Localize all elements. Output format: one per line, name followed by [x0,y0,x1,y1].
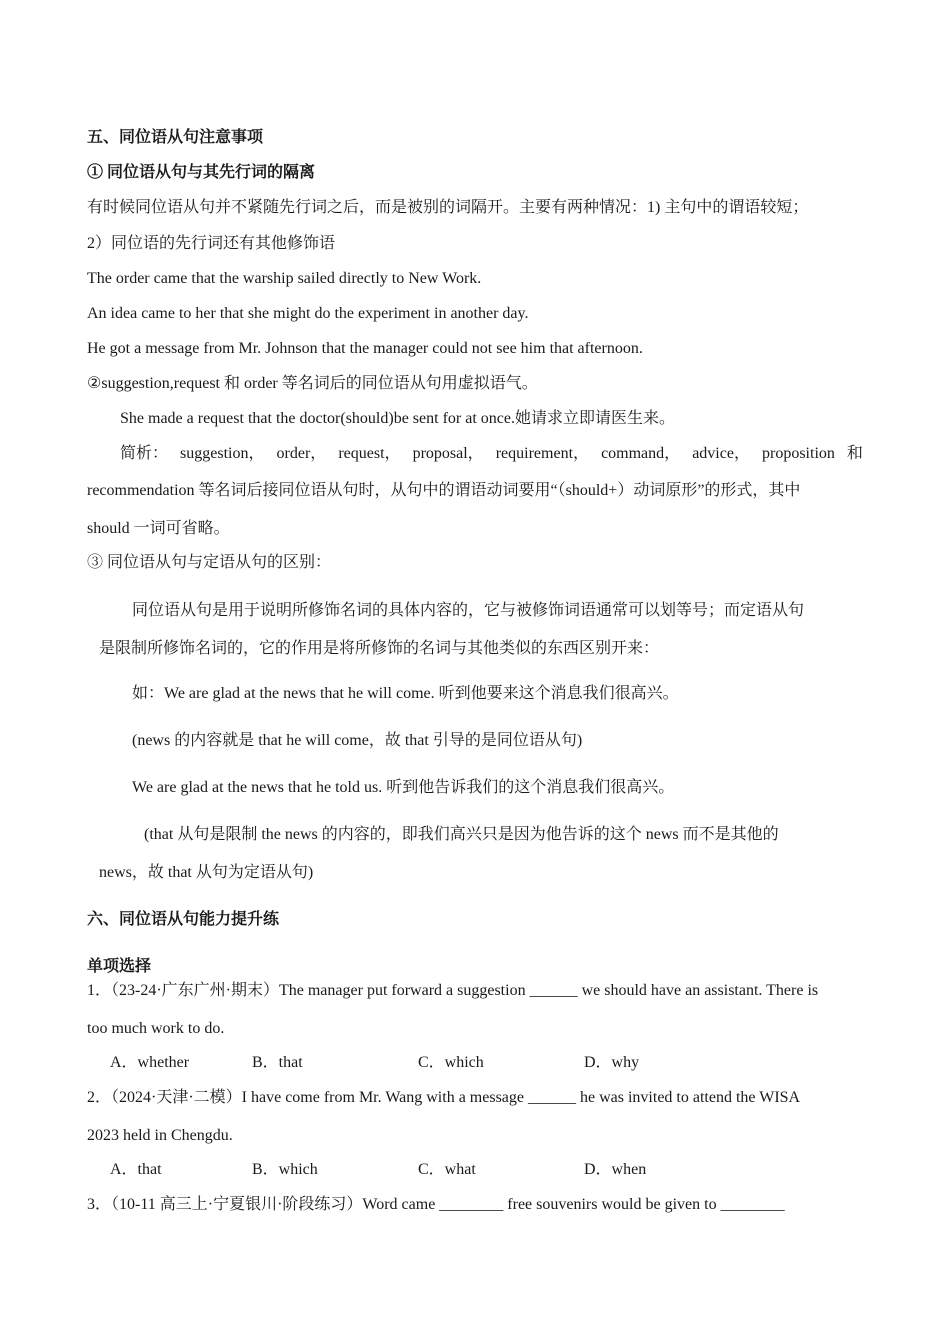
analysis-word: 简析： [120,445,169,462]
analysis-word: request， [338,445,401,462]
point3-example1: 如：We are glad at the news that he will come. 听到他要来这个消息我们很高兴。 [132,685,679,702]
example-sentence: An idea came to her that she might do the experiment in another day. [87,305,529,322]
point3-example2: We are glad at the news that he told us. 听到他告诉我们的这个消息我们很高兴。 [132,779,675,796]
analysis-word: 和 [846,445,863,462]
point3-title: ③ 同位语从句与定语从句的区别： [87,554,332,571]
section6-subheading: 单项选择 [87,958,152,975]
analysis-word: requirement， [495,445,590,462]
analysis-word: proposal， [412,445,484,462]
point1-title: ① 同位语从句与其先行词的隔离 [87,164,316,181]
point3-note2-line2: news，故 that 从句为定语从句) [99,864,314,881]
section5-heading: 五、同位语从句注意事项 [87,129,264,146]
question-1-option-b[interactable]: B．that [252,1054,303,1071]
analysis-word: command， [601,445,681,462]
point3-para-line1: 同位语从句是用于说明所修饰名词的具体内容的，它与被修饰词语通常可以划等号；而定语从句 [132,602,805,619]
question-1-line1: 1．（23-24·广东广州·期末）The manager put forward a suggestion ______ we should have an assistant. There is [87,982,819,999]
point1-desc-line2: 2）同位语的先行词还有其他修饰语 [87,235,336,252]
question-1-option-c[interactable]: C．which [418,1054,484,1071]
question-3-line1: 3．（10-11 高三上·宁夏银川·阶段练习）Word came ________ free souvenirs would be given to ________ [87,1196,785,1213]
example-sentence: The order came that the warship sailed directly to New Work. [87,270,482,287]
question-1-option-d[interactable]: D．why [584,1054,640,1071]
example-sentence: He got a message from Mr. Johnson that the manager could not see him that afternoon. [87,340,643,357]
section6-heading: 六、同位语从句能力提升练 [87,911,280,928]
point2-analysis-line1 [120,444,863,464]
question-2-option-d[interactable]: D．when [584,1161,647,1178]
point2-analysis-line2: recommendation 等名词后接同位语从句时，从句中的谓语动词要用“（should+）动词原形”的形式，其中 [87,482,801,499]
question-1-option-a[interactable]: A．whether [110,1054,190,1071]
question-2-line2: 2023 held in Chengdu. [87,1127,233,1144]
question-2-option-c[interactable]: C．what [418,1161,476,1178]
point3-note1: (news 的内容就是 that he will come，故 that 引导的是同位语从句) [132,732,583,749]
question-1-line2: too much work to do. [87,1020,225,1037]
point1-desc-line1: 有时候同位语从句并不紧随先行词之后，而是被别的词隔开。主要有两种情况：1) 主句中的谓语较短； [87,199,809,216]
analysis-word: suggestion， [180,445,265,462]
question-2-option-b[interactable]: B．which [252,1161,318,1178]
analysis-word: proposition [762,445,835,462]
point2-title: ②suggestion,request 和 order 等名词后的同位语从句用虚拟语气。 [87,375,538,392]
question-2-option-a[interactable]: A．that [110,1161,162,1178]
analysis-word: advice， [692,445,750,462]
analysis-word: order， [276,445,327,462]
point3-para-line2: 是限制所修饰名词的，它的作用是将所修饰的名词与其他类似的东西区别开来： [99,640,660,657]
question-2-line1: 2．（2024·天津·二模）I have come from Mr. Wang with a message ______ he was invited to attend the WISA [87,1089,801,1106]
point3-note2-line1: (that 从句是限制 the news 的内容的，即我们高兴只是因为他告诉的这个 news 而不是其他的 [144,826,779,843]
point2-example: She made a request that the doctor(should)be sent for at once.她请求立即请医生来。 [120,410,675,427]
point2-analysis-line3: should 一词可省略。 [87,520,230,537]
